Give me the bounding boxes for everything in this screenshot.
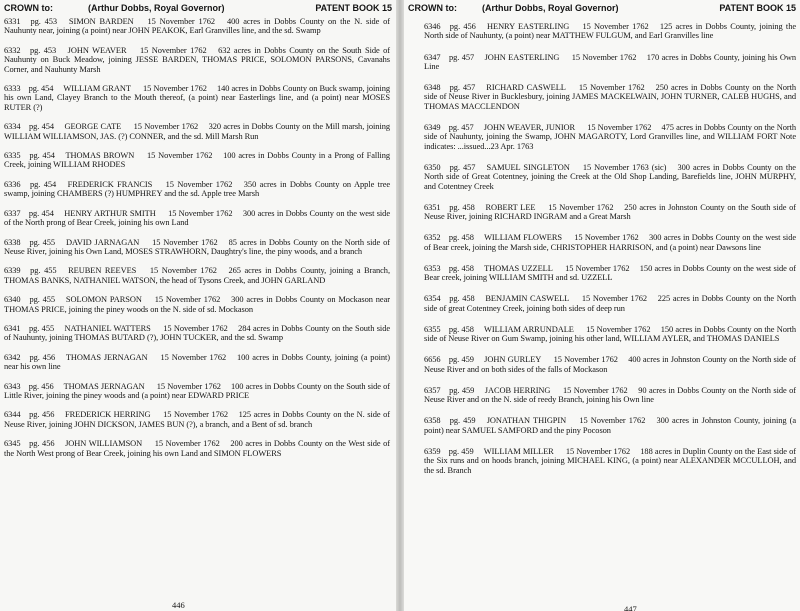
land-description: 225 acres in Dobbs County on the North side of great Cotentney Creek, joining both sides of deep run xyxy=(424,294,797,313)
patent-entry xyxy=(4,84,390,112)
grant-date: 15 November 1762 xyxy=(579,416,646,426)
grantee-name: HENRY ARTHUR SMITH xyxy=(64,208,156,218)
grant-date: 15 November 1762 xyxy=(582,22,649,31)
land-description: 150 acres in Dobbs County on the west side of Bear creek, joining WILLIAM SMITH and sd. UZZELL xyxy=(424,263,796,283)
entry-number: 6354 xyxy=(424,294,441,304)
grantee-name: SAMUEL SINGLETON xyxy=(486,162,570,172)
patent-entry xyxy=(4,151,390,170)
patent-entry xyxy=(4,324,390,343)
grant-date: 15 November 1762 xyxy=(156,381,221,391)
grantee-name: JOHN WEAVER xyxy=(67,45,127,55)
grant-date: 15 November 1762 xyxy=(581,294,648,304)
grantee-name: WILLIAM ARRUNDALE xyxy=(483,324,574,334)
entry-number: 6341 xyxy=(4,323,21,333)
patent-entry xyxy=(424,294,796,313)
header-crown: CROWN to: xyxy=(4,3,53,13)
grant-date: 15 November 1762 xyxy=(562,385,628,395)
grant-date: 15 November 1762 xyxy=(133,122,199,132)
patent-entry xyxy=(424,355,796,374)
entry-number: 6339 xyxy=(4,266,21,276)
page-reference: pg. 459 xyxy=(448,446,474,456)
grantee-name: SOLOMON PARSON xyxy=(65,295,142,305)
entry-number: 6343 xyxy=(4,381,21,391)
patent-entry xyxy=(424,163,796,191)
land-description: 85 acres in Dobbs County on the North side of Neuse River, joining his Own Land, MOSES STRAWHORN, Daughtry's line, the piny woods, and a branch xyxy=(4,237,390,256)
patent-entry xyxy=(424,22,796,41)
land-description: 300 acres in Johnston County, joining (a point) near SAMUEL SAMFORD and the piny Pocoson xyxy=(424,416,797,435)
page-reference: pg. 458 xyxy=(448,263,474,273)
land-description: 150 acres in Dobbs County on the North side of Neuse River on Gum Swamp, joining his other land, WILLIAM AYLER, and THOMAS DANIELS xyxy=(424,324,797,344)
entry-number: 6332 xyxy=(4,45,21,55)
grant-date: 15 November 1762 xyxy=(565,263,630,273)
grant-date: 15 November 1762 xyxy=(139,45,207,55)
patent-entry xyxy=(4,122,390,141)
grant-date: 15 November 1762 xyxy=(147,151,213,161)
page-header xyxy=(4,1,392,15)
page-header xyxy=(408,1,796,15)
entry-number: 6357 xyxy=(424,385,441,395)
patent-entry xyxy=(4,266,390,285)
grantee-name: GEORGE CATE xyxy=(64,122,122,132)
right-page xyxy=(404,0,800,611)
grantee-name: ROBERT LEE xyxy=(485,202,536,212)
grantee-name: FREDERICK HERRING xyxy=(65,410,151,420)
land-description: 125 acres in Dobbs County, joining the North side of Nauhunty, (a point) near MATTHEW FULGUM, and Earl Granvilles line xyxy=(424,22,797,41)
book-gutter xyxy=(396,0,404,611)
patent-entry xyxy=(424,416,796,435)
grantee-name: RICHARD CASWELL xyxy=(486,83,566,92)
land-description: 265 acres in Dobbs County, joining a Branch, THOMAS BANKS, NATHANIEL WATSON, the head of Tysons Creek, and JOHN GARLAND xyxy=(4,266,390,285)
grant-date: 15 November 1762 xyxy=(587,122,652,132)
entry-number: 6333 xyxy=(4,84,21,94)
grantee-name: FREDERICK FRANCIS xyxy=(67,179,153,189)
page-reference: pg. 455 xyxy=(29,295,56,305)
land-description: 400 acres in Dobbs County on the N. side of Nauhunty near, joining (a point) near JOHN PEAKOK, Earl Granvilles line, and the sd. Swamp xyxy=(4,17,391,36)
page-reference: pg. 455 xyxy=(29,237,56,247)
grant-date: 15 November 1762 xyxy=(149,266,217,276)
page-reference: pg. 455 xyxy=(28,323,55,333)
grantee-name: JOHN EASTERLING xyxy=(484,52,560,62)
entry-number: 6345 xyxy=(4,439,21,449)
land-description: 90 acres in Dobbs County on the North side of Neuse River and on the N. side of reedy Branch, joining his Own line xyxy=(424,385,797,405)
page-reference: pg. 456 xyxy=(29,439,55,449)
page-number: 446 xyxy=(172,600,185,610)
grant-date: 15 November 1762 xyxy=(147,17,216,26)
patent-entry xyxy=(4,439,390,458)
entry-list xyxy=(4,17,390,468)
grant-date: 15 November 1762 xyxy=(160,352,227,362)
land-description: 100 acres in Dobbs County on the South side of Little River, joining the piney woods and (a point) near EDWARD PRICE xyxy=(4,381,390,400)
land-description: 320 acres in Dobbs County on the Mill marsh, joining WILLIAM WILLIAMSON, JAS. (?) CONNER, and the sd. Mill Marsh Run xyxy=(4,122,391,141)
patent-entry xyxy=(4,353,390,372)
land-description: 632 acres in Dobbs County on the South Side of Nauhunty on Buck Meadow, joining JESSE BARDEN, THOMAS PRICE, SOLOMON PARSONS, Cavanahs Corner, and Nauhunty Marsh xyxy=(4,45,390,74)
patent-entry xyxy=(424,203,796,222)
grantee-name: JOHN WILLIAMSON xyxy=(65,439,143,449)
header-governor: (Arthur Dobbs, Royal Governor) xyxy=(482,3,619,13)
grantee-name: BENJAMIN CASWELL xyxy=(485,294,570,304)
grantee-name: WILLIAM GRANT xyxy=(63,84,131,94)
patent-entry xyxy=(424,233,796,252)
patent-entry xyxy=(4,17,390,36)
grantee-name: JOHN WEAVER, JUNIOR xyxy=(483,122,576,132)
header-governor: (Arthur Dobbs, Royal Governor) xyxy=(88,3,225,13)
page-reference: pg. 456 xyxy=(28,381,54,391)
grantee-name: JACOB HERRING xyxy=(484,385,551,395)
page-reference: pg. 456 xyxy=(29,410,55,420)
land-description: 125 acres in Dobbs County on the N. side of Neuse River, joining JOHN DICKSON, JAMES BUN (?), a branch, and a Bent of sd. branch xyxy=(4,410,391,429)
header-crown: CROWN to: xyxy=(408,3,457,13)
land-description: 250 acres in Johnston County on the South side of Neuse River, joining RICHARD INGRAM and a Great Marsh xyxy=(424,202,797,222)
page-reference: pg. 456 xyxy=(29,352,56,362)
grant-date: 15 November 1762 xyxy=(168,208,233,218)
page-reference: pg. 454 xyxy=(29,151,55,161)
entry-number: 6346 xyxy=(424,22,441,31)
grantee-name: THOMAS UZZELL xyxy=(484,263,553,273)
page-reference: pg. 459 xyxy=(449,416,476,426)
entry-list xyxy=(424,22,796,487)
grant-date: 15 November 1762 xyxy=(152,237,218,247)
page-number: 447 xyxy=(624,604,637,611)
grantee-name: WILLIAM FLOWERS xyxy=(484,233,562,243)
page-reference: pg. 458 xyxy=(449,202,475,212)
grant-date: 15 November 1763 (sic) xyxy=(582,162,667,172)
grant-date: 15 November 1762 xyxy=(154,295,221,305)
entry-number: 6353 xyxy=(424,263,441,273)
land-description: 250 acres in Dobbs County on the North side of Neuse River in Bucklesbury, joining JAMES MACKELWAIN, JOHN TURNER, CALEB HUGHS, and THOMAS MACCLENDON xyxy=(424,83,796,111)
header-book: PATENT BOOK 15 xyxy=(315,3,392,13)
page-reference: pg. 458 xyxy=(448,233,474,243)
page-reference: pg. 453 xyxy=(30,17,58,26)
patent-entry xyxy=(4,180,390,199)
land-description: 300 acres in Dobbs County on the North side of Great Cotentney, joining the Creek at the Old Shop Landing, Barefields line, JOHN MURPHY, and Cotentney Creek xyxy=(424,162,796,191)
page-reference: pg. 458 xyxy=(448,324,474,334)
patent-entry xyxy=(4,382,390,401)
patent-entry xyxy=(424,123,796,151)
grant-date: 15 November 1762 xyxy=(574,233,639,243)
patent-entry xyxy=(4,46,390,74)
grantee-name: JONATHAN THIGPIN xyxy=(486,416,567,426)
entry-number: 6355 xyxy=(424,324,441,334)
grantee-name: REUBEN REEVES xyxy=(68,266,137,276)
page-reference: pg. 453 xyxy=(30,45,57,55)
grant-date: 15 November 1762 xyxy=(565,446,631,456)
page-reference: pg. 454 xyxy=(28,122,55,132)
entry-number: 6351 xyxy=(424,202,441,212)
grant-date: 15 November 1762 xyxy=(165,179,233,189)
grant-date: 15 November 1762 xyxy=(142,84,207,94)
land-description: 475 acres in Dobbs County on the North side of Nauhunty, joining the Swamp, JOHN MAGAROTY, Lord Granvilles line, and WILLIAM FORT Note indicates: ...issued...23 Apr. 1763 xyxy=(424,122,796,151)
grant-date: 15 November 1762 xyxy=(571,52,637,62)
entry-number: 6348 xyxy=(424,83,441,92)
grantee-name: THOMAS JERNAGAN xyxy=(63,381,145,391)
land-description: 100 acres in Dobbs County in a Prong of Falling Creek, joining WILLIAM RHODES xyxy=(4,151,390,170)
entry-number: 6349 xyxy=(424,122,441,132)
patent-entry xyxy=(424,264,796,283)
entry-number: 6337 xyxy=(4,208,21,218)
grantee-name: JOHN GURLEY xyxy=(484,355,542,365)
grantee-name: DAVID JARNAGAN xyxy=(65,237,140,247)
page-reference: pg. 454 xyxy=(28,84,54,94)
land-description: 200 acres in Dobbs County on the West side of the North West prong of Bear Creek, joining his own Land and SIMON FLOWERS xyxy=(4,439,391,458)
entry-number: 6344 xyxy=(4,410,21,420)
patent-entry xyxy=(424,325,796,344)
entry-number: 6340 xyxy=(4,295,21,305)
land-description: 100 acres in Dobbs County, joining (a point) near his own line xyxy=(4,352,391,372)
land-description: 284 acres in Dobbs County on the South side of Nauhunty, joining THOMAS BUTARD (?), JOHN TUCKER, and the sd. Swamp xyxy=(4,323,391,343)
patent-entry xyxy=(424,386,796,405)
grant-date: 15 November 1762 xyxy=(586,324,651,334)
header-book: PATENT BOOK 15 xyxy=(719,3,796,13)
land-description: 188 acres in Duplin County on the East side of the Six runs and on hoods branch, joining MICHAEL KING, (a point) near ALEXANDER MCCULLOH, and the sd. Branch xyxy=(424,446,796,475)
entry-number: 6338 xyxy=(4,237,21,247)
land-description: 170 acres in Dobbs County, joining his Own Line xyxy=(424,52,797,71)
grant-date: 15 November 1762 xyxy=(163,323,228,333)
entry-number: 6359 xyxy=(424,446,441,456)
patent-entry xyxy=(4,410,390,429)
land-description: 300 acres in Dobbs County on the west side of the North prong of Bear Creek, joining his own Land xyxy=(4,208,390,228)
entry-number: 6336 xyxy=(4,179,21,189)
entry-number: 6331 xyxy=(4,17,21,26)
page-reference: pg. 454 xyxy=(30,179,57,189)
patent-entry xyxy=(4,238,390,257)
entry-number: 6358 xyxy=(424,416,441,426)
grantee-name: NATHANIEL WATTERS xyxy=(64,323,151,333)
land-description: 300 acres in Dobbs County on Mockason near THOMAS PRICE, joining the piney woods on the N. side of sd. Mockason xyxy=(4,295,390,314)
patent-entry xyxy=(424,83,796,111)
grantee-name: WILLIAM MILLER xyxy=(483,446,554,456)
grant-date: 15 November 1762 xyxy=(163,410,229,420)
land-description: 350 acres in Dobbs County on Apple tree swamp, joining CHAMBERS (?) HUMPHREY and the sd. Apple tree Marsh xyxy=(4,179,391,199)
page-reference: pg. 459 xyxy=(448,355,474,365)
page-reference: pg. 457 xyxy=(449,83,476,92)
grantee-name: SIMON BARDEN xyxy=(68,17,134,26)
page-reference: pg. 458 xyxy=(449,294,475,304)
land-description: 400 acres in Johnston County on the North side of Neuse River and on both sides of the falls of Mockason xyxy=(424,355,797,374)
entry-number: 6342 xyxy=(4,352,21,362)
grant-date: 15 November 1762 xyxy=(154,439,220,449)
grantee-name: THOMAS JERNAGAN xyxy=(65,352,148,362)
page-reference: pg. 457 xyxy=(449,162,476,172)
entry-number: 6334 xyxy=(4,122,21,132)
grant-date: 15 November 1762 xyxy=(578,83,645,92)
page-reference: pg. 457 xyxy=(448,122,474,132)
patent-entry xyxy=(424,53,796,72)
page-reference: pg. 456 xyxy=(449,22,476,31)
entry-number: 6347 xyxy=(424,52,441,62)
grantee-name: HENRY EASTERLING xyxy=(487,22,570,31)
grant-date: 15 November 1762 xyxy=(553,355,618,365)
entry-number: 6352 xyxy=(424,233,441,243)
patent-entry xyxy=(4,209,390,228)
grant-date: 15 November 1762 xyxy=(548,202,614,212)
entry-number: 6350 xyxy=(424,162,441,172)
entry-number: 6656 xyxy=(424,355,441,365)
patent-entry xyxy=(424,447,796,475)
land-description: 140 acres in Dobbs County on Buck swamp, joining his own Land, Clayey Branch to the Mouth thereof, (a point) near Easterlings line, and (a point) near MOSES RUTER (?) xyxy=(4,84,390,112)
left-page xyxy=(0,0,396,611)
page-reference: pg. 454 xyxy=(28,208,54,218)
patent-entry xyxy=(4,295,390,314)
grantee-name: THOMAS BROWN xyxy=(65,151,135,161)
page-reference: pg. 459 xyxy=(449,385,475,395)
page-reference: pg. 455 xyxy=(30,266,57,276)
land-description: 300 acres in Dobbs County on the west side of Bear creek, joining the Marsh side, CHRISTOPHER HARRISON, and (a point) near Dawsons line xyxy=(424,233,796,252)
entry-number: 6335 xyxy=(4,151,21,161)
page-reference: pg. 457 xyxy=(448,52,475,62)
